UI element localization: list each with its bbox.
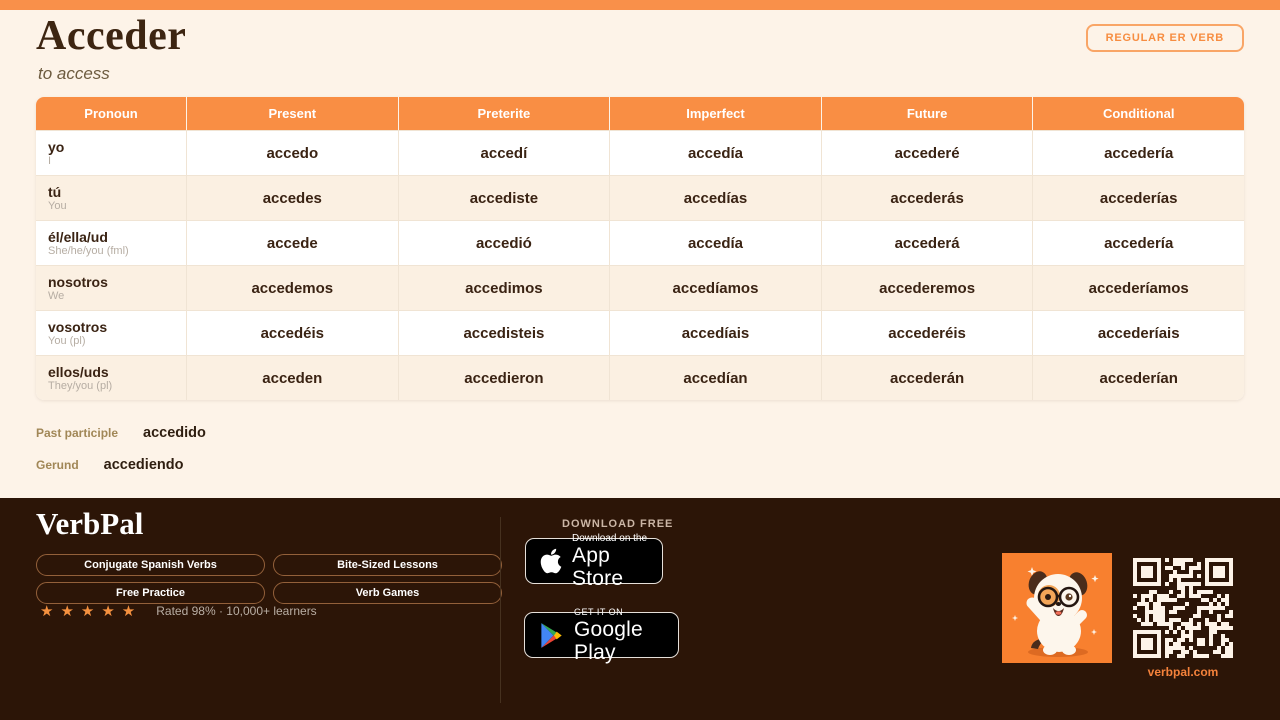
google-play-tagline: GET IT ON (574, 606, 624, 617)
column-header-future: Future (821, 97, 1033, 130)
conjugation-cell: accedían (609, 356, 821, 400)
conjugation-cell: accederemos (821, 266, 1033, 310)
conjugation-cell: accederás (821, 176, 1033, 220)
brand-logo: VerbPal (36, 506, 144, 541)
past-participle-value: accedido (143, 425, 206, 441)
pronoun-cell (36, 131, 186, 175)
rating-text: Rated 98% · 10,000+ learners (156, 604, 317, 618)
conjugation-cell: accederían (1032, 356, 1244, 400)
app-store-button[interactable] (525, 532, 663, 590)
conjugation-cell: acceden (186, 356, 398, 400)
footer-divider (500, 517, 501, 703)
top-accent-bar (0, 0, 1280, 10)
pronoun-cell (36, 356, 186, 400)
gerund-label: Gerund (36, 458, 79, 472)
google-play-button[interactable] (524, 606, 679, 664)
column-header-preterite: Preterite (398, 97, 610, 130)
footer (0, 498, 1280, 720)
conjugation-cell: accederá (821, 221, 1033, 265)
pronoun: vosotros (48, 318, 108, 335)
feature-pill-lessons: Bite-Sized Lessons (273, 554, 502, 576)
column-header-pronoun: Pronoun (84, 106, 138, 121)
gerund-value: accediendo (103, 457, 184, 473)
app-store-name: App Store (572, 543, 624, 590)
conjugation-cell: accederán (821, 356, 1033, 400)
rating-row (40, 602, 317, 620)
pronoun-cell (36, 221, 186, 265)
conjugation-cell: accederíamos (1032, 266, 1244, 310)
page-title: Acceder (36, 13, 187, 59)
conjugation-cell: accedía (609, 131, 821, 175)
table-row (36, 175, 1244, 220)
conjugation-cell: accedisteis (398, 311, 610, 355)
conjugation-cell: accedí (398, 131, 610, 175)
pronoun-translation: I (48, 154, 52, 167)
table-header-row (36, 97, 1244, 130)
column-header-present: Present (186, 97, 398, 130)
column-header-conditional: Conditional (1032, 97, 1244, 130)
conjugation-cell: accedo (186, 131, 398, 175)
pronoun: él/ella/ud (48, 228, 108, 245)
conjugation-cell: accederé (821, 131, 1033, 175)
table-row (36, 355, 1244, 400)
conjugation-cell: accedería (1032, 131, 1244, 175)
pronoun: yo (48, 138, 65, 155)
conjugation-cell: accederéis (821, 311, 1033, 355)
pronoun-translation: They/you (pl) (48, 379, 113, 392)
column-header-imperfect: Imperfect (609, 97, 821, 130)
pronoun-cell (36, 266, 186, 310)
pronoun-translation: She/he/you (fml) (48, 244, 129, 257)
app-store-tagline: Download on the (572, 532, 648, 544)
conjugation-cell: accedías (609, 176, 821, 220)
table-row (36, 310, 1244, 355)
pronoun-translation: You (48, 199, 67, 212)
conjugation-cell: accedíamos (609, 266, 821, 310)
conjugation-table (36, 97, 1244, 400)
pronoun-translation: We (48, 289, 65, 302)
pronoun-cell (36, 311, 186, 355)
star-rating-icon: ★★★★★ (40, 603, 143, 620)
conjugation-cell: accedíais (609, 311, 821, 355)
verb-translation: to access (38, 64, 110, 83)
feature-pill-games: Verb Games (273, 582, 502, 604)
pronoun: tú (48, 183, 62, 200)
conjugation-cell: accedieron (398, 356, 610, 400)
past-participle-row (36, 425, 206, 441)
qr-code (1133, 558, 1233, 658)
conjugation-cell: accediste (398, 176, 610, 220)
pronoun: nosotros (48, 273, 108, 290)
pronoun: ellos/uds (48, 363, 109, 380)
google-play-icon (538, 622, 565, 649)
conjugation-cell: accederíais (1032, 311, 1244, 355)
pronoun-cell (36, 176, 186, 220)
conjugation-cell: accederías (1032, 176, 1244, 220)
conjugation-cell: accedería (1032, 221, 1244, 265)
conjugation-cell: accedió (398, 221, 610, 265)
mascot-dog-image (1002, 553, 1112, 663)
feature-pill-conjugate: Conjugate Spanish Verbs (36, 554, 265, 576)
table-row (36, 220, 1244, 265)
website-url: verbpal.com (1147, 665, 1219, 679)
table-row (36, 130, 1244, 175)
verb-type-badge: REGULAR ER VERB (1086, 24, 1244, 52)
apple-icon (539, 547, 563, 575)
google-play-name: Google Play (574, 617, 643, 664)
conjugation-cell: accedes (186, 176, 398, 220)
conjugation-cell: accedimos (398, 266, 610, 310)
download-free-label: DOWNLOAD FREE (562, 518, 674, 530)
conjugation-cell: accedéis (186, 311, 398, 355)
conjugation-cell: accedemos (186, 266, 398, 310)
past-participle-label: Past participle (36, 426, 119, 440)
conjugation-cell: accede (186, 221, 398, 265)
gerund-row (36, 457, 183, 473)
conjugation-cell: accedía (609, 221, 821, 265)
pronoun-translation: You (pl) (48, 334, 86, 347)
feature-pill-practice: Free Practice (36, 582, 265, 604)
table-row (36, 265, 1244, 310)
